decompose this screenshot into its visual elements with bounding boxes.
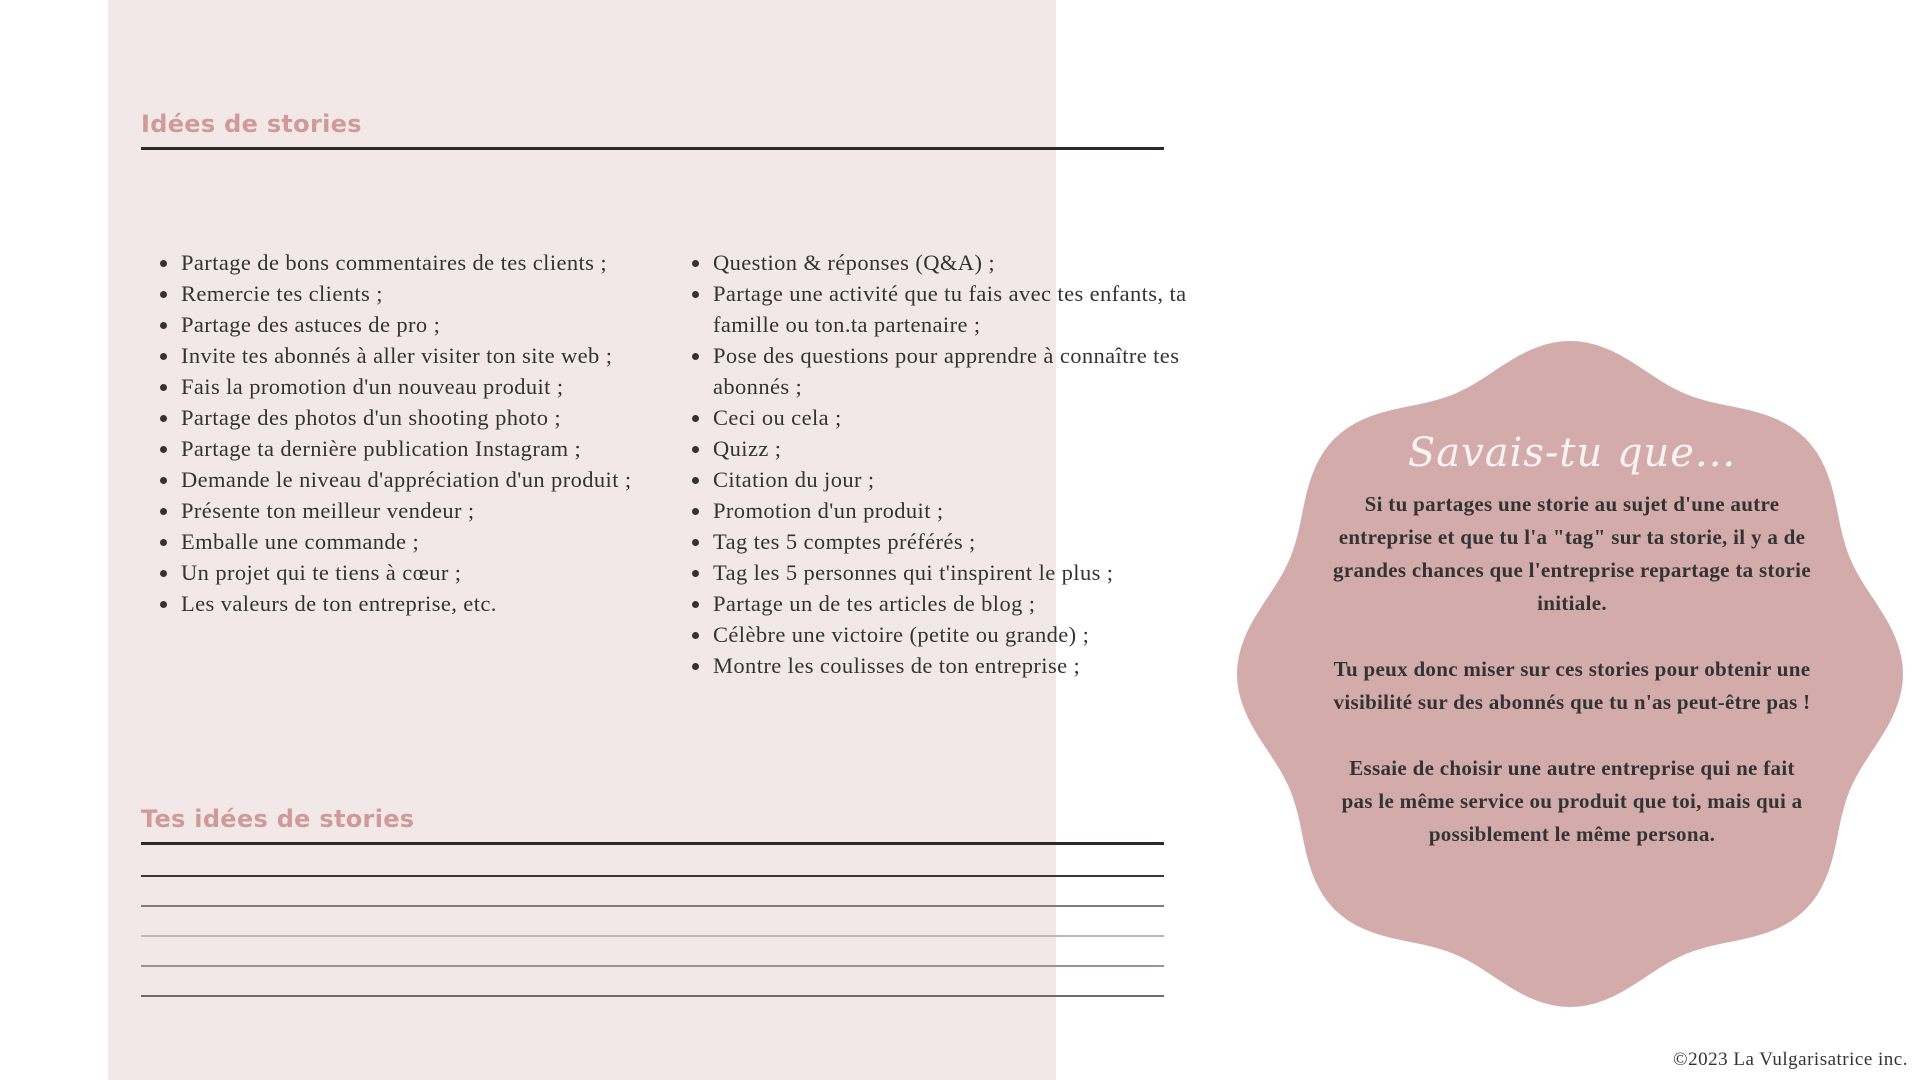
list-item: Présente ton meilleur vendeur ; (181, 495, 721, 526)
list-item: Remercie tes clients ; (181, 278, 721, 309)
ideas-list-column-2 (673, 247, 1233, 681)
ideas-title-rule (141, 147, 1164, 150)
callout-title: Savais-tu que... (1407, 430, 1737, 476)
list-item: Tag les 5 personnes qui t'inspirent le plus ; (713, 557, 1233, 588)
list-item: Question & réponses (Q&A) ; (713, 247, 1233, 278)
list-item: Partage de bons commentaires de tes clients ; (181, 247, 721, 278)
list-item: Montre les coulisses de ton entreprise ; (713, 650, 1233, 681)
list-item: Tag tes 5 comptes préférés ; (713, 526, 1233, 557)
copyright-footer: ©2023 La Vulgarisatrice inc. (1673, 1049, 1908, 1070)
list-item: Un projet qui te tiens à cœur ; (181, 557, 721, 588)
list-item: Partage des photos d'un shooting photo ; (181, 402, 721, 433)
list-item: Promotion d'un produit ; (713, 495, 1233, 526)
list-item: Célèbre une victoire (petite ou grande) ; (713, 619, 1233, 650)
list-item: Emballe une commande ; (181, 526, 721, 557)
your-ideas-section-title: Tes idées de stories (141, 805, 415, 833)
callout-paragraph-2: Tu peux donc miser sur ces stories pour obtenir une visibilité sur des abonnés que tu n'as peut-être pas ! (1333, 657, 1811, 714)
list-item: Invite tes abonnés à aller visiter ton site web ; (181, 340, 721, 371)
list-item: Partage des astuces de pro ; (181, 309, 721, 340)
list-item: Citation du jour ; (713, 464, 1233, 495)
callout-paragraph-1: Si tu partages une storie au sujet d'une autre entreprise et que tu l'a "tag" sur ta storie, il y a de grandes chances que l'entreprise repartage ta storie initiale. (1333, 492, 1811, 615)
list-item: Pose des questions pour apprendre à connaître tes abonnés ; (713, 340, 1233, 402)
callout-paragraph-3: Essaie de choisir une autre entreprise qui ne fait pas le même service ou produit que toi, mais qui a possiblement le même persona. (1341, 756, 1803, 846)
ideas-section-title: Idées de stories (141, 110, 362, 138)
your-ideas-title-rule (141, 842, 1164, 845)
writing-line-3[interactable] (141, 935, 1164, 937)
list-item: Les valeurs de ton entreprise, etc. (181, 588, 721, 619)
writing-line-5[interactable] (141, 995, 1164, 997)
writing-line-4[interactable] (141, 965, 1164, 967)
writing-line-2[interactable] (141, 905, 1164, 907)
writing-line-1[interactable] (141, 875, 1164, 877)
list-item: Quizz ; (713, 433, 1233, 464)
list-item: Ceci ou cela ; (713, 402, 1233, 433)
list-item: Partage ta dernière publication Instagram ; (181, 433, 721, 464)
list-item: Partage un de tes articles de blog ; (713, 588, 1233, 619)
did-you-know-callout (1332, 426, 1812, 884)
list-item: Fais la promotion d'un nouveau produit ; (181, 371, 721, 402)
list-item: Demande le niveau d'appréciation d'un produit ; (181, 464, 721, 495)
list-item: Partage une activité que tu fais avec tes enfants, ta famille ou ton.ta partenaire ; (713, 278, 1233, 340)
ideas-list-column-1 (141, 247, 721, 619)
